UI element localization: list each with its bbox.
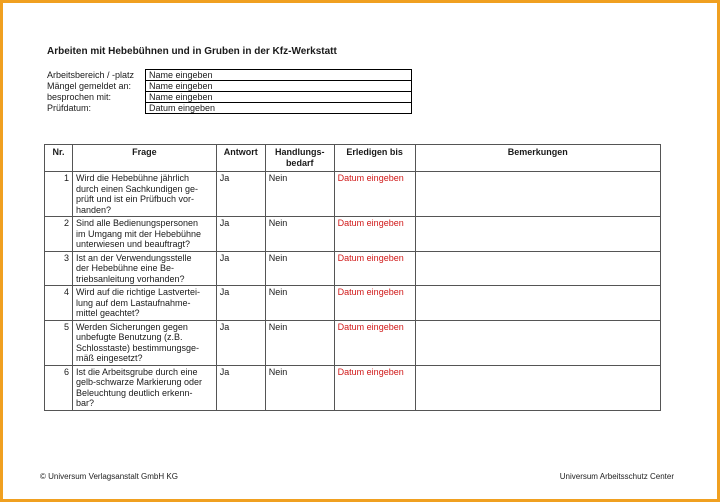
answer-cell[interactable]: Ja xyxy=(216,365,265,410)
header-erledigen-bis: Erledigen bis xyxy=(334,145,415,172)
header-handlungsbedarf-line1: Handlungs- xyxy=(274,147,325,157)
row-number: 4 xyxy=(45,286,73,321)
question-line: Wird auf die richtige Lastvertei- xyxy=(75,287,201,297)
table-row xyxy=(45,217,661,252)
question-line: unterwiesen und beauftragt? xyxy=(75,239,191,249)
checklist-table xyxy=(44,144,661,411)
question-line: handen? xyxy=(75,204,111,215)
answer-cell[interactable]: Ja xyxy=(216,172,265,217)
table-row xyxy=(45,365,661,410)
question-line: der Hebebühne eine Be- xyxy=(75,263,175,273)
bemerkungen-field[interactable] xyxy=(415,286,660,321)
handlungsbedarf-cell[interactable]: Nein xyxy=(265,286,334,321)
bemerkungen-field[interactable] xyxy=(415,365,660,410)
row-question xyxy=(72,251,216,286)
question-line: Ist die Arbeitsgrube durch eine xyxy=(75,366,198,377)
question-line: lung auf dem Lastaufnahme- xyxy=(75,297,191,308)
handlungsbedarf-cell[interactable]: Nein xyxy=(265,217,334,252)
meta-label-maengel: Mängel gemeldet an: xyxy=(47,81,132,91)
row-question xyxy=(72,286,216,321)
row-number: 1 xyxy=(45,172,73,217)
question-line: Schlosstaste) bestimmungsge- xyxy=(75,342,200,353)
erledigen-bis-field[interactable]: Datum eingeben xyxy=(334,172,415,217)
header-nr: Nr. xyxy=(45,145,73,172)
erledigen-bis-field[interactable]: Datum eingeben xyxy=(334,365,415,410)
question-line: Sind alle Bedienungspersonen xyxy=(75,218,199,228)
erledigen-bis-field[interactable]: Datum eingeben xyxy=(334,251,415,286)
footer-publisher: Universum Arbeitsschutz Center xyxy=(559,472,674,481)
question-line: unbefugte Benutzung (z.B. xyxy=(75,332,183,342)
row-number: 6 xyxy=(45,365,73,410)
header-bemerkungen: Bemerkungen xyxy=(415,145,660,172)
row-question xyxy=(72,217,216,252)
bemerkungen-field[interactable] xyxy=(415,172,660,217)
row-number: 3 xyxy=(45,251,73,286)
erledigen-bis-field[interactable]: Datum eingeben xyxy=(334,217,415,252)
question-line: durch einen Sachkundigen ge- xyxy=(75,183,199,194)
meta-label-pruefdatum: Prüfdatum: xyxy=(47,103,92,113)
row-number: 2 xyxy=(45,217,73,252)
question-line: mittel geachtet? xyxy=(75,308,140,318)
header-frage: Frage xyxy=(72,145,216,172)
answer-cell[interactable]: Ja xyxy=(216,251,265,286)
answer-cell[interactable]: Ja xyxy=(216,217,265,252)
question-line: triebsanleitung vorhanden? xyxy=(75,273,185,284)
erledigen-bis-field[interactable]: Datum eingeben xyxy=(334,286,415,321)
meta-label-besprochen: besprochen mit: xyxy=(47,92,112,102)
arbeitsbereich-field[interactable]: Name eingeben xyxy=(146,70,412,81)
besprochen-mit-field[interactable]: Name eingeben xyxy=(146,92,412,103)
table-row xyxy=(45,172,661,217)
header-antwort: Antwort xyxy=(216,145,265,172)
question-line: Wird die Hebebühne jährlich xyxy=(75,173,190,183)
meta-fields xyxy=(47,69,412,114)
row-number: 5 xyxy=(45,320,73,365)
header-handlungsbedarf xyxy=(265,145,334,172)
table-row xyxy=(45,286,661,321)
answer-cell[interactable]: Ja xyxy=(216,320,265,365)
maengel-gemeldet-field[interactable]: Name eingeben xyxy=(146,81,412,92)
question-line: gelb-schwarze Markierung oder xyxy=(75,377,203,387)
row-question xyxy=(72,365,216,410)
bemerkungen-field[interactable] xyxy=(415,320,660,365)
bemerkungen-field[interactable] xyxy=(415,217,660,252)
question-line: bar? xyxy=(75,398,94,408)
footer-copyright: © Universum Verlagsanstalt GmbH KG xyxy=(40,472,178,481)
row-question xyxy=(72,172,216,217)
table-row xyxy=(45,320,661,365)
table-header-row xyxy=(45,145,661,172)
pruefdatum-field[interactable]: Datum eingeben xyxy=(146,103,412,114)
handlungsbedarf-cell[interactable]: Nein xyxy=(265,172,334,217)
answer-cell[interactable]: Ja xyxy=(216,286,265,321)
handlungsbedarf-cell[interactable]: Nein xyxy=(265,365,334,410)
question-line: im Umgang mit der Hebebühne xyxy=(75,228,202,239)
row-question xyxy=(72,320,216,365)
meta-label-arbeitsbereich: Arbeitsbereich / -platz xyxy=(47,70,135,80)
handlungsbedarf-cell[interactable]: Nein xyxy=(265,251,334,286)
question-line: mäß eingesetzt? xyxy=(75,353,143,363)
bemerkungen-field[interactable] xyxy=(415,251,660,286)
page-title: Arbeiten mit Hebebühnen und in Gruben in der Kfz-Werkstatt xyxy=(47,46,337,57)
header-handlungsbedarf-line2: bedarf xyxy=(285,157,314,168)
question-line: Werden Sicherungen gegen xyxy=(75,321,188,332)
question-line: Beleuchtung deutlich erkenn- xyxy=(75,387,193,398)
question-line: Ist an der Verwendungsstelle xyxy=(75,252,192,263)
handlungsbedarf-cell[interactable]: Nein xyxy=(265,320,334,365)
table-row xyxy=(45,251,661,286)
question-line: prüft und ist ein Prüfbuch vor- xyxy=(75,194,195,204)
erledigen-bis-field[interactable]: Datum eingeben xyxy=(334,320,415,365)
